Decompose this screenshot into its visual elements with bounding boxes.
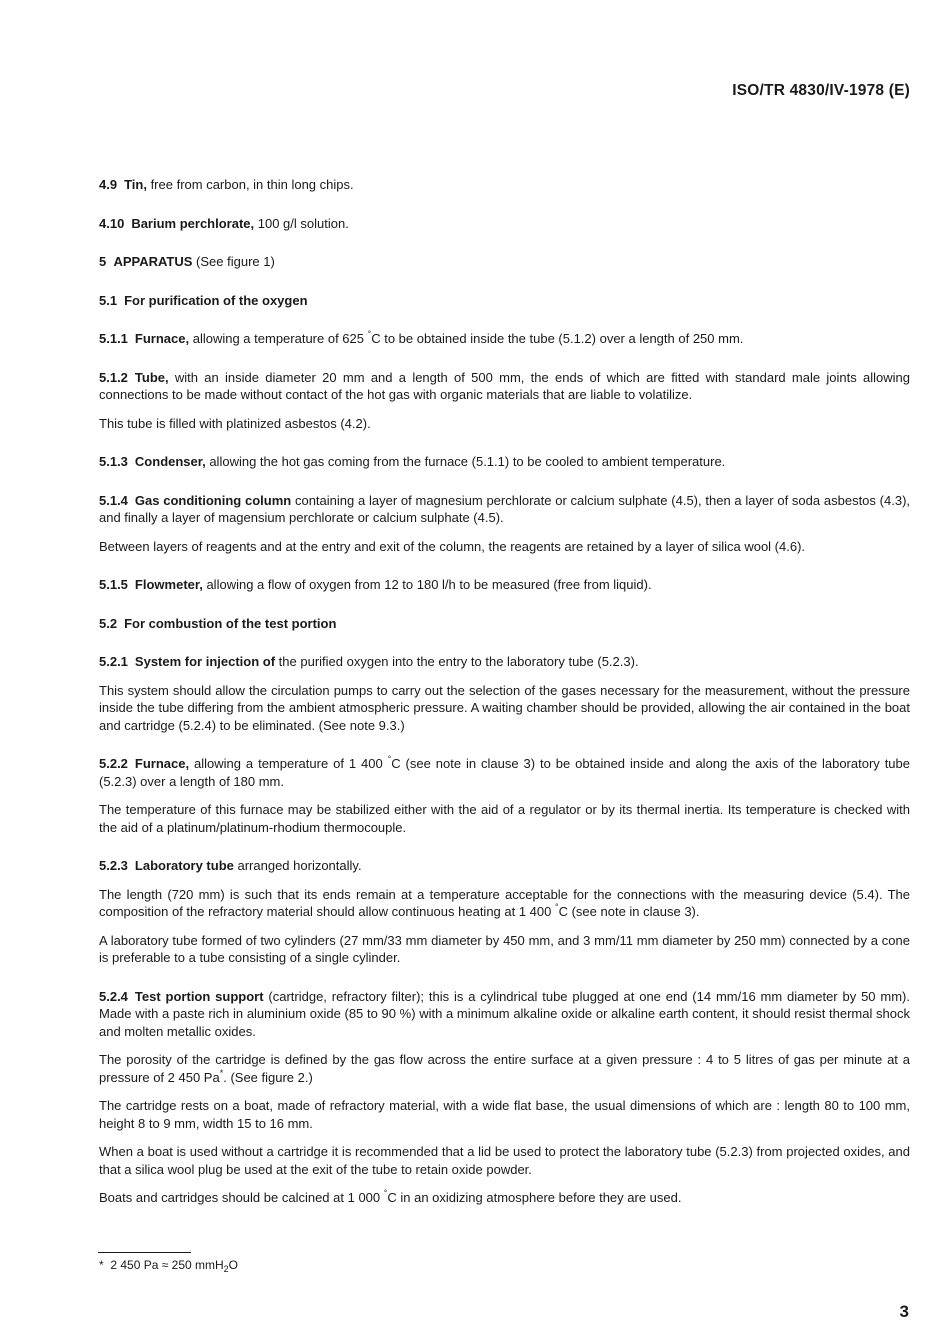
body-text: C (see note in clause 3). <box>558 904 700 919</box>
clause-number: 5.1 <box>99 292 118 308</box>
footnote-marker: * <box>219 1067 224 1078</box>
paragraph-5-2-4-note-1 <box>99 1051 910 1086</box>
clause-title: For purification of the oxygen <box>124 292 308 308</box>
clause-number: 4.9 <box>99 177 118 192</box>
clause-text: (See figure 1) <box>192 254 275 269</box>
clause-text: arranged horizontally. <box>233 858 362 873</box>
clause-title: Tin, <box>124 177 147 192</box>
footnote-text-end: O <box>228 1258 239 1272</box>
clause-title: Condenser, <box>134 454 206 469</box>
clause-text: allowing the hot gas coming from the furnace (5.1.1) to be cooled to ambient temperature. <box>205 454 726 469</box>
clause-text: C (see note in clause 3) to be obtained inside and along the axis of the laboratory tube (5.2.3) over a length of 180 mm. <box>99 756 910 789</box>
clause-number: 4.10 <box>99 215 125 231</box>
section-heading-5-2 <box>99 615 910 633</box>
degree-sign: ° <box>383 1188 388 1198</box>
paragraph-5-2-1-note <box>99 682 910 735</box>
clause-text: the purified oxygen into the entry to the laboratory tube (5.2.3). <box>275 654 639 669</box>
body-text: Between layers of reagents and at the entry and exit of the column, the reagents are retained by a layer of silica wool (4.6). <box>99 538 806 554</box>
body-text: . (See figure 2.) <box>223 1069 313 1085</box>
clause-number: 5.1.1 <box>99 331 128 346</box>
footnote <box>99 1258 238 1272</box>
paragraph-5-2-2-note <box>99 801 910 836</box>
paragraph-5-1-3 <box>99 453 910 471</box>
clause-title: APPARATUS <box>113 254 193 269</box>
document-reference: ISO/TR 4830/IV-1978 (E) <box>732 82 910 99</box>
section-heading-5-1 <box>99 292 910 310</box>
body-text: When a boat is used without a cartridge it is recommended that a lid be used to protect the laboratory tube (5.2.3) from projected oxides, and that a silica wool plug be used at the exit of the tube to retain oxide powder. <box>99 1144 910 1177</box>
clause-number: 5.2.2 <box>99 756 128 771</box>
body-text: The temperature of this furnace may be stabilized either with the aid of a regulator or by its thermal inertia. Its temperature is checked with the aid of a platinum/platinum-rhodium thermocouple. <box>99 802 910 835</box>
clause-title: Tube, <box>134 369 169 385</box>
paragraph-5-2-3-note-1 <box>99 886 910 921</box>
clause-text: with an inside diameter 20 mm and a length of 500 mm, the ends of which are fitted with standard male joints allowing connections to be made without contact of the hot gas with organic materials that are liable to volatilize. <box>99 369 910 402</box>
body-text: The cartridge rests on a boat, made of refractory material, with a wide flat base, the usual dimensions of which are : length 80 to 100 mm, height 8 to 9 mm, width 15 to 16 mm. <box>99 1098 910 1131</box>
paragraph-5-1-1 <box>99 330 910 348</box>
degree-sign: ° <box>367 329 372 339</box>
paragraph-5-2-3 <box>99 857 910 875</box>
clause-text: allowing a flow of oxygen from 12 to 180 l/h to be measured (free from liquid). <box>202 577 652 592</box>
clause-text: allowing a temperature of 625 <box>189 331 368 346</box>
clause-text: C to be obtained inside the tube (5.1.2) over a length of 250 mm. <box>371 331 744 346</box>
clause-text: containing a layer of magnesium perchlorate or calcium sulphate (4.5), then a layer of soda asbestos (4.3), and finally a layer of magensium perchlorate or calcium sulphate (4.5). <box>99 492 911 525</box>
clause-number: 5.2 <box>99 615 118 631</box>
clause-text: (cartridge, refractory filter); this is a cylindrical tube plugged at one end (14 mm/16 mm diameter by 50 mm). Made with a paste rich in aluminium oxide (85 to 90 %) with a minimum alkaline oxide or alkaline earth content, it should resist thermal shock and molten metallic oxides. <box>99 988 910 1039</box>
paragraph-5-1-5 <box>99 576 910 594</box>
degree-sign: ° <box>554 902 559 912</box>
paragraph-5-1-4-note <box>99 538 910 556</box>
clause-title: Flowmeter, <box>134 577 203 592</box>
paragraph-5-2-4-note-2 <box>99 1097 910 1132</box>
clause-title: System for injection of <box>134 654 276 669</box>
clause-title: For combustion of the test portion <box>124 615 337 631</box>
clause-number: 5.2.4 <box>99 988 128 1004</box>
paragraph-5-1-2 <box>99 369 910 404</box>
paragraph-4-10 <box>99 215 910 233</box>
body-text: C in an oxidizing atmosphere before they are used. <box>387 1190 682 1205</box>
footnote-text: 2 450 Pa ≈ 250 mmH <box>110 1258 224 1272</box>
degree-sign: ° <box>387 754 392 764</box>
paragraph-5-2-3-note-2 <box>99 932 910 967</box>
paragraph-5-2-4-note-3 <box>99 1143 910 1178</box>
clause-number: 5.1.3 <box>99 454 128 469</box>
paragraph-5-1-4 <box>99 492 910 527</box>
clause-number: 5.1.5 <box>99 577 128 592</box>
footnote-subscript: 2 <box>223 1264 229 1274</box>
clause-number: 5.2.1 <box>99 654 128 669</box>
paragraph-4-9 <box>99 176 910 194</box>
footnote-divider <box>98 1252 191 1253</box>
clause-number: 5 <box>99 254 107 269</box>
clause-number: 5.1.2 <box>99 369 128 385</box>
body-text: This system should allow the circulation pumps to carry out the selection of the gases necessary for the measurement, without the pressure inside the tube differing from the ambient atmospheric pressure. A waiting chamber should be provided, allowing the air contained in the boat and cartridge (5.2.4) to be eliminated. (See note 9.3.) <box>99 682 910 733</box>
body-text: The length (720 mm) is such that its ends remain at a temperature acceptable for the connections with the measuring device (5.4). The composition of the refractory material should allow continuous heating at 1 400 <box>99 886 910 919</box>
page-number: 3 <box>899 1302 909 1321</box>
clause-title: Furnace, <box>134 331 190 346</box>
clause-title: Laboratory tube <box>134 858 234 873</box>
body-text: This tube is filled with platinized asbestos (4.2). <box>99 415 371 431</box>
paragraph-5-2-2 <box>99 755 910 790</box>
body-text: Boats and cartridges should be calcined at 1 000 <box>99 1190 384 1205</box>
body-text: The porosity of the cartridge is defined by the gas flow across the entire surface at a given pressure : 4 to 5 litres of gas per minute at a pressure of 2 450 Pa <box>99 1052 910 1085</box>
section-heading-5 <box>99 253 910 271</box>
clause-title: Gas conditioning column <box>134 492 292 508</box>
document-body <box>99 176 910 1207</box>
paragraph-5-2-4 <box>99 988 910 1041</box>
paragraph-5-2-4-note-4 <box>99 1189 910 1207</box>
clause-title: Test portion support <box>134 988 264 1004</box>
footnote-star: * <box>99 1258 104 1272</box>
paragraph-5-2-1 <box>99 653 910 671</box>
clause-title: Barium perchlorate, <box>131 215 255 231</box>
clause-title: Furnace, <box>134 756 190 771</box>
paragraph-5-1-2-note <box>99 415 910 433</box>
body-text: A laboratory tube formed of two cylinders (27 mm/33 mm diameter by 450 mm, and 3 mm/11 mm diameter by 250 mm) connected by a cone is preferable to a tube consisting of a single cylinder. <box>99 932 910 965</box>
clause-text: free from carbon, in thin long chips. <box>146 177 354 192</box>
clause-text: 100 g/l solution. <box>254 215 349 231</box>
clause-number: 5.1.4 <box>99 492 128 508</box>
clause-number: 5.2.3 <box>99 858 128 873</box>
clause-text: allowing a temperature of 1 400 <box>189 756 388 771</box>
